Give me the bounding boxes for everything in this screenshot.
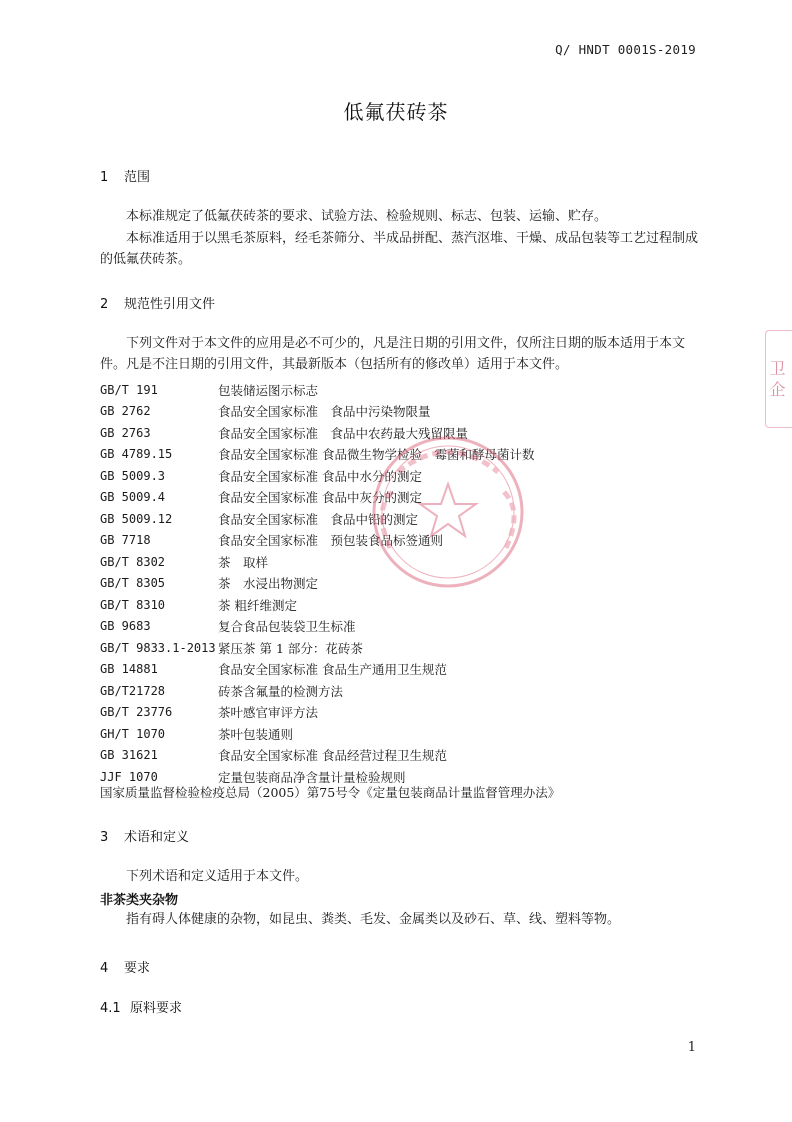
reference-title: 茶 取样 xyxy=(218,554,269,570)
reference-item xyxy=(100,508,720,530)
scope-paragraph-2: 本标准适用于以黑毛茶原料，经毛茶筛分、半成品拼配、蒸汽沤堆、干燥、成品包装等工艺过程制成的低氟茯砖茶。 xyxy=(100,231,699,267)
reference-title: 食品安全国家标准 食品中铅的测定 xyxy=(218,511,419,527)
reference-item xyxy=(100,702,720,724)
reference-code: GB/T 191 xyxy=(100,382,158,397)
reference-item xyxy=(100,551,720,573)
page-number: 1 xyxy=(687,1040,696,1055)
reference-code: GH/T 1070 xyxy=(100,726,166,741)
reference-code: GB/T 8305 xyxy=(100,576,166,591)
reference-code: GB/T 8302 xyxy=(100,554,166,569)
section-title: 要求 xyxy=(124,961,151,976)
reference-code: GB 2763 xyxy=(100,425,151,440)
reference-title: 食品安全国家标准 食品中水分的测定 xyxy=(218,468,422,484)
reference-code: GB 14881 xyxy=(100,662,158,677)
references-intro-paragraph: 下列文件对于本文件的应用是必不可少的，凡是注日期的引用文件，仅所注日期的版本适用于本文件。凡是不注日期的引用文件，其最新版本（包括所有的修改单）适用于本文件。 xyxy=(100,336,686,372)
section-number: 2 xyxy=(100,297,109,312)
section-number: 4 xyxy=(100,961,109,976)
reference-title: 食品安全国家标准 食品生产通用卫生规范 xyxy=(218,662,447,678)
reference-title: 复合食品包装袋卫生标准 xyxy=(218,619,356,635)
section-title: 规范性引用文件 xyxy=(124,297,216,312)
reference-code: GB 5009.3 xyxy=(100,468,166,483)
section-number: 3 xyxy=(100,830,109,845)
reference-item xyxy=(100,422,720,444)
term-definition: 指有碍人体健康的杂物，如昆虫、粪类、毛发、金属类以及砂石、草、线、塑料等物。 xyxy=(126,912,621,927)
section-title: 原料要求 xyxy=(130,1001,183,1016)
reference-title: 定量包装商品净含量计量检验规则 xyxy=(218,769,406,785)
reference-code: GB/T 9833.1-2013 xyxy=(100,640,216,655)
section-4-1-heading xyxy=(100,997,182,1016)
reference-title: 食品安全国家标准 预包装食品标签通则 xyxy=(218,533,444,549)
reference-code: GB 4789.15 xyxy=(100,447,173,462)
reference-item xyxy=(100,680,720,702)
reference-code: GB 2762 xyxy=(100,404,151,419)
reference-item xyxy=(100,659,720,681)
terms-intro-paragraph: 下列术语和定义适用于本文件。 xyxy=(126,869,309,884)
reference-title: 茶叶包装通则 xyxy=(218,726,294,742)
reference-code: GB 5009.4 xyxy=(100,490,166,505)
side-seal-stamp: 卫 企 xyxy=(765,330,792,428)
section-1-heading xyxy=(100,166,150,185)
reference-title: 茶叶感官审评方法 xyxy=(218,705,319,721)
reference-code: GB 9683 xyxy=(100,619,151,634)
reference-code: JJF 1070 xyxy=(100,769,158,784)
reference-title: 砖茶含氟量的检测方法 xyxy=(218,683,344,699)
reference-item xyxy=(100,444,720,466)
reference-title: 食品安全国家标准 食品微生物学检验 霉菌和酵母菌计数 xyxy=(218,447,535,463)
section-2-heading xyxy=(100,293,215,312)
reference-title: 食品安全国家标准 食品经营过程卫生规范 xyxy=(218,748,447,764)
reference-title: 紧压茶 第 1 部分：花砖茶 xyxy=(218,640,363,656)
reference-item xyxy=(100,573,720,595)
reference-title: 包装储运图示标志 xyxy=(218,382,319,398)
reference-item xyxy=(100,594,720,616)
reference-item xyxy=(100,723,720,745)
reference-item xyxy=(100,401,720,423)
reference-list xyxy=(100,379,720,788)
reference-code: GB/T21728 xyxy=(100,683,166,698)
reference-code: GB 5009.12 xyxy=(100,511,173,526)
reference-item xyxy=(100,487,720,509)
section-title: 范围 xyxy=(124,170,151,185)
term-name: 非茶类夹杂物 xyxy=(100,893,179,908)
scope-paragraph-1: 本标准规定了低氟茯砖茶的要求、试验方法、检验规则、标志、包装、运输、贮存。 xyxy=(126,209,608,224)
reference-title: 茶 水浸出物测定 xyxy=(218,576,319,592)
reference-title: 食品安全国家标准 食品中污染物限量 xyxy=(218,404,431,420)
reference-code: GB 7718 xyxy=(100,533,151,548)
section-4-heading xyxy=(100,957,150,976)
reference-item xyxy=(100,745,720,767)
reference-item xyxy=(100,379,720,401)
section-title: 术语和定义 xyxy=(124,830,190,845)
reference-note: 国家质量监督检验检疫总局（2005）第75号令《定量包装商品计量监督管理办法》 xyxy=(100,785,561,800)
reference-title: 食品安全国家标准 食品中农药最大残留限量 xyxy=(218,425,469,441)
reference-item xyxy=(100,465,720,487)
doc-title: 低氟茯砖茶 xyxy=(343,100,449,124)
reference-item xyxy=(100,530,720,552)
doc-code: Q/ HNDT 0001S-2019 xyxy=(555,42,696,57)
reference-code: GB/T 23776 xyxy=(100,705,173,720)
reference-title: 食品安全国家标准 食品中灰分的测定 xyxy=(218,490,422,506)
reference-item xyxy=(100,637,720,659)
section-3-heading xyxy=(100,826,189,845)
reference-item xyxy=(100,616,720,638)
section-number: 4.1 xyxy=(100,1001,121,1016)
section-number: 1 xyxy=(100,170,109,185)
reference-code: GB/T 8310 xyxy=(100,597,166,612)
reference-code: GB 31621 xyxy=(100,748,158,763)
reference-title: 茶 粗纤维测定 xyxy=(218,597,297,613)
